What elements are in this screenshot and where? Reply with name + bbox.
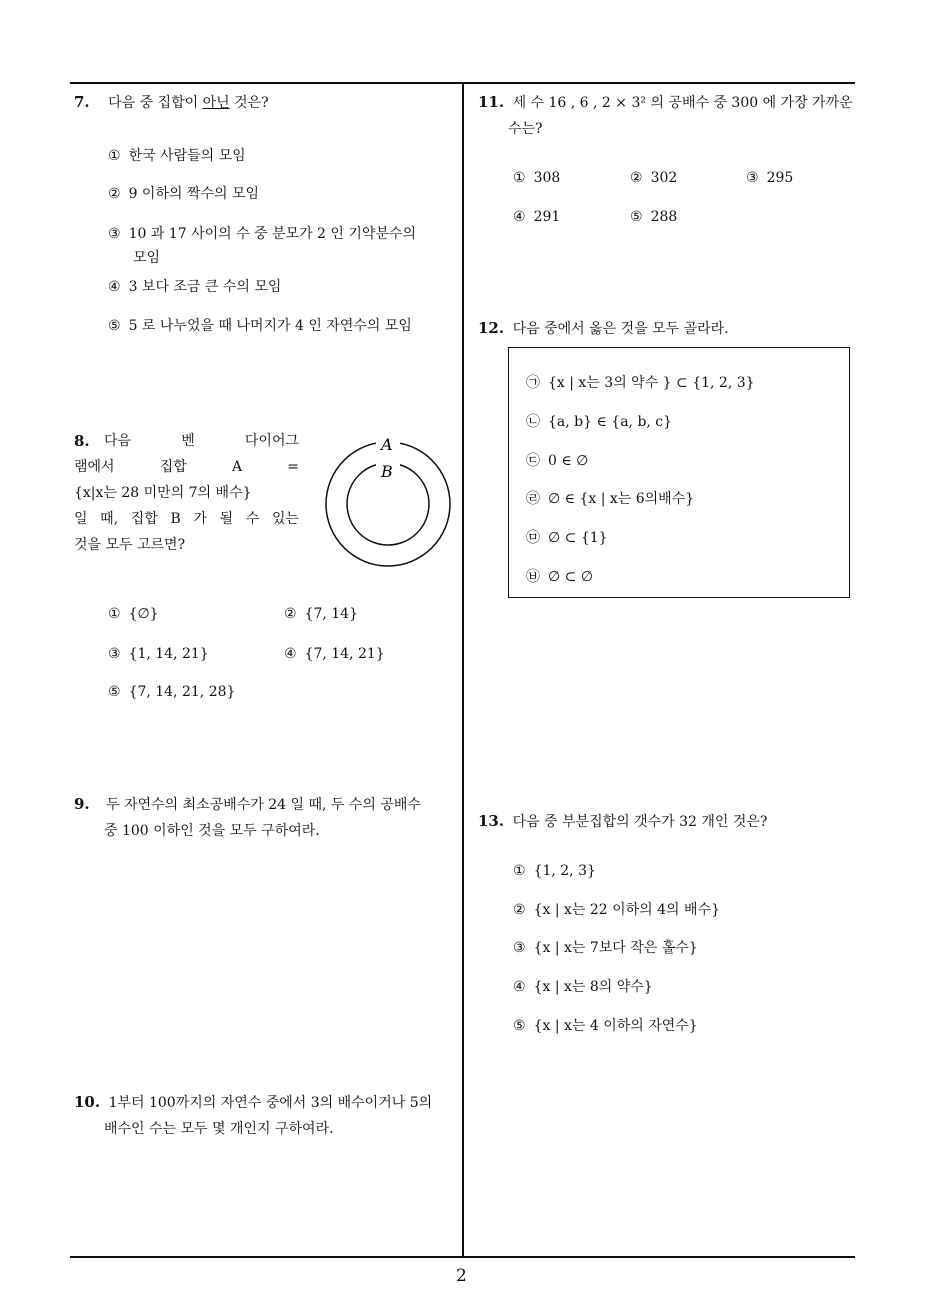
column-divider xyxy=(462,82,464,1257)
q10-stem-line-2: 배수인 수는 모두 몇 개인지 구하여라. xyxy=(104,1121,334,1137)
q12-item-5[interactable]: ㉤ ∅ ⊂ {1} xyxy=(526,530,608,546)
question-number: 10. xyxy=(74,1093,101,1111)
q12-item-1[interactable]: ㉠ {x | x는 3의 약수 } ⊂ {1, 2, 3} xyxy=(526,375,755,391)
q7-option-5[interactable]: ⑤ 5 로 나누었을 때 나머지가 4 인 자연수의 모임 xyxy=(108,318,412,334)
q10-stem-line-1: 1부터 100까지의 자연수 중에서 3의 배수이거나 5의 xyxy=(108,1095,433,1111)
q13-option-2[interactable]: ② {x | x는 22 이하의 4의 배수} xyxy=(513,902,720,918)
question-number: 11. xyxy=(478,93,505,111)
q8-option-3[interactable]: ③ {1, 14, 21} xyxy=(108,646,209,662)
question-stem: 다음 중 집합이 아닌 것은? xyxy=(108,95,269,111)
question-13 xyxy=(478,808,863,835)
bottom-rule xyxy=(70,1256,855,1258)
q11-stem-line-1: 세 수 16 , 6 , 2 × 3² 의 공배수 중 300 에 가장 가까운 xyxy=(512,95,853,111)
venn-diagram xyxy=(318,432,458,567)
q8-option-5[interactable]: ⑤ {7, 14, 21, 28} xyxy=(108,684,236,700)
q7-option-3[interactable]: ③ 10 과 17 사이의 수 중 분모가 2 인 기약분수의 xyxy=(108,226,417,242)
q11-option-4[interactable]: ④ 291 xyxy=(513,209,561,225)
q7-option-1[interactable]: ① 한국 사람들의 모임 xyxy=(108,148,246,164)
question-number: 13. xyxy=(478,812,505,830)
venn-label-a: A xyxy=(381,435,393,454)
q8-stem-line-3: {x|x는 28 미만의 7의 배수} xyxy=(74,485,252,501)
question-number: 12. xyxy=(478,319,505,337)
question-7 xyxy=(74,89,449,116)
q12-item-2[interactable]: ㉡ {a, b} ∈ {a, b, c} xyxy=(526,414,673,430)
q13-option-3[interactable]: ③ {x | x는 7보다 작은 홀수} xyxy=(513,940,698,956)
q7-option-2[interactable]: ② 9 이하의 짝수의 모임 xyxy=(108,186,260,202)
q11-option-1[interactable]: ① 308 xyxy=(513,170,561,186)
question-number: 9. xyxy=(74,795,90,813)
q12-item-4[interactable]: ㉣ ∅ ∈ {x | x는 6의배수} xyxy=(526,491,695,507)
q8-option-4[interactable]: ④ {7, 14, 21} xyxy=(284,646,385,662)
q13-option-4[interactable]: ④ {x | x는 8의 약수} xyxy=(513,979,653,995)
q13-stem: 다음 중 부분집합의 갯수가 32 개인 것은? xyxy=(512,814,768,830)
question-8 xyxy=(74,428,299,558)
q9-stem-line-1: 두 자연수의 최소공배수가 24 일 때, 두 수의 공배수 xyxy=(106,797,421,813)
q11-option-5[interactable]: ⑤ 288 xyxy=(630,209,678,225)
page-number: 2 xyxy=(456,1266,467,1286)
question-10 xyxy=(74,1089,459,1142)
q8-stem-line-2: 램에서 집합 A = xyxy=(74,459,299,475)
q11-stem-line-2: 수는? xyxy=(508,121,543,137)
q7-option-3-continuation: 모임 xyxy=(133,250,161,266)
question-12 xyxy=(478,315,863,342)
q13-option-1[interactable]: ① {1, 2, 3} xyxy=(513,863,596,879)
q8-stem-line-1: 다음 벤 다이어그 xyxy=(104,433,299,449)
question-number: 8. xyxy=(74,432,90,450)
q13-option-5[interactable]: ⑤ {x | x는 4 이하의 자연수} xyxy=(513,1018,698,1034)
venn-label-b: B xyxy=(381,462,393,481)
q11-option-3[interactable]: ③ 295 xyxy=(746,170,794,186)
q7-option-4[interactable]: ④ 3 보다 조금 큰 수의 모임 xyxy=(108,279,282,295)
question-number: 7. xyxy=(74,93,90,111)
q11-option-2[interactable]: ② 302 xyxy=(630,170,678,186)
q12-item-6[interactable]: ㉥ ∅ ⊂ ∅ xyxy=(526,569,594,585)
q8-stem-line-4: 일 때, 집합 B 가 될 수 있는 xyxy=(74,511,299,527)
question-9 xyxy=(74,791,459,844)
venn-set-a-circle xyxy=(326,442,450,566)
q8-option-2[interactable]: ② {7, 14} xyxy=(284,606,358,622)
q9-stem-line-2: 중 100 이하인 것을 모두 구하여라. xyxy=(104,823,320,839)
q12-item-3[interactable]: ㉢ 0 ∈ ∅ xyxy=(526,453,589,469)
question-11 xyxy=(478,89,863,142)
q8-stem-line-5: 것을 모두 고르면? xyxy=(74,537,186,553)
q8-option-1[interactable]: ① {∅} xyxy=(108,606,159,622)
q12-stem: 다음 중에서 옳은 것을 모두 골라라. xyxy=(512,321,729,337)
